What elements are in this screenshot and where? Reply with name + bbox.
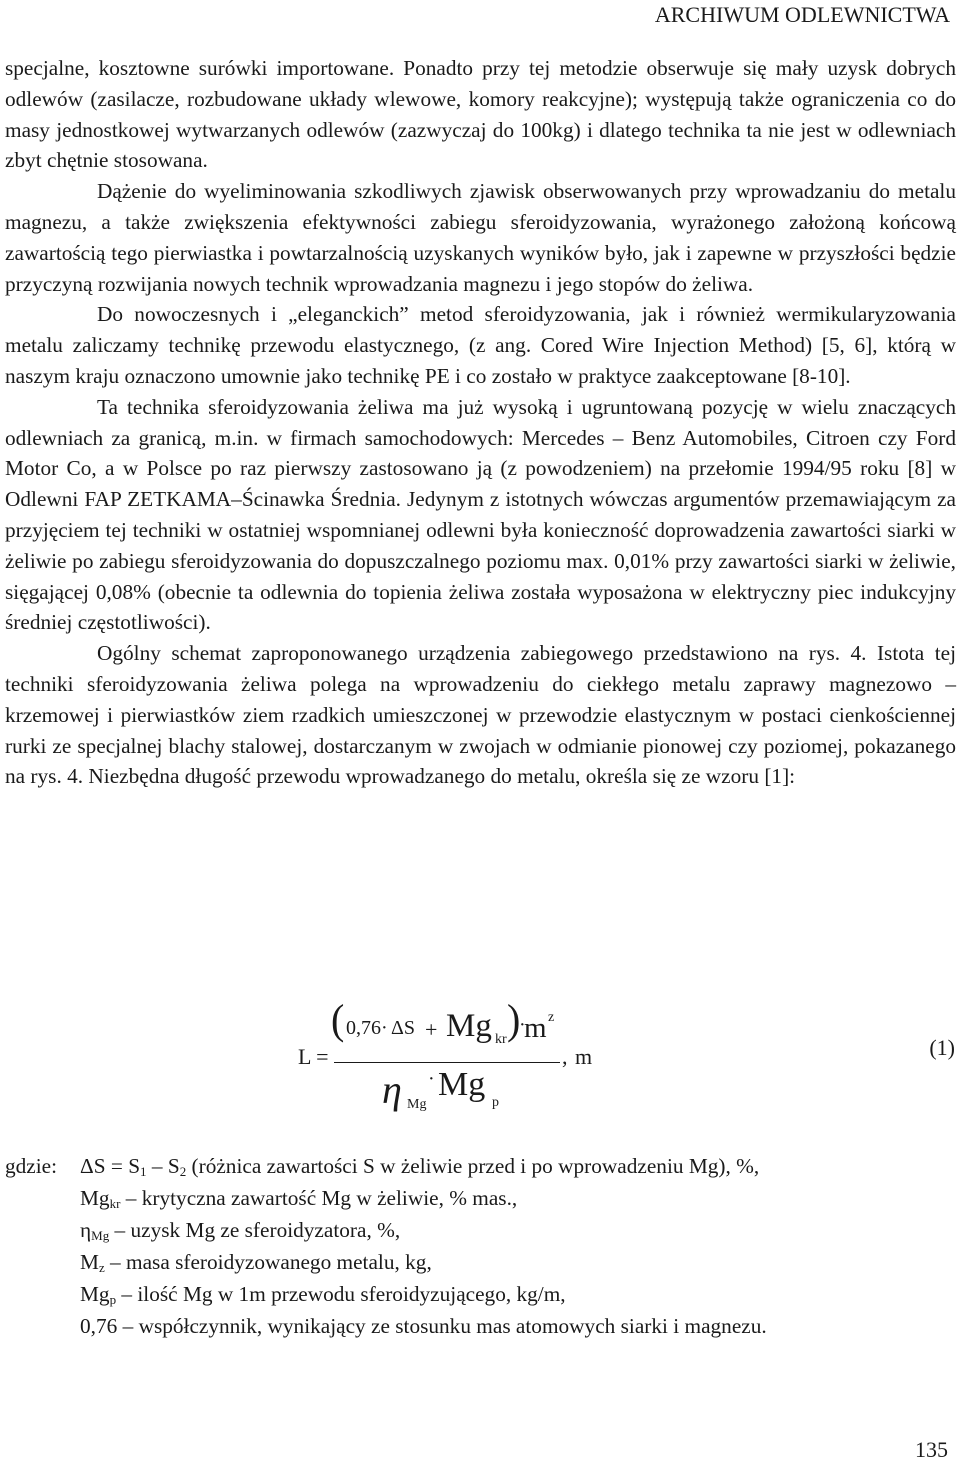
symbol: M <box>80 1250 99 1274</box>
equation-sub-p: p <box>492 1095 499 1110</box>
where-label: gdzie: <box>5 1154 58 1178</box>
symbol: Mg <box>80 1282 110 1306</box>
paragraph: specjalne, kosztowne surówki importowane. Ponadto przy tej metodzie obserwuje się mały uzysk dobrych odlewów (zasilacze, rozbudowane układy wlewowe, komory reakcyjne); występują także ograniczenia co do masy jednostkowej wytwarzanych odlewów (zazwyczaj do 100kg) i dlatego technika ta nie jest w odlewniach zbyt chętnie stosowana. <box>5 56 956 173</box>
equation-paren-open: ( <box>331 995 345 1044</box>
running-header: ARCHIWUM ODLEWNICTWA <box>654 2 950 27</box>
subscript: kr <box>109 1196 121 1211</box>
equation-comma: , <box>562 1044 568 1069</box>
definition-row <box>5 1182 960 1214</box>
equation-sub-z: z <box>548 1010 555 1025</box>
equation-mg: Mg <box>446 1008 492 1044</box>
symbol-definitions <box>5 1150 960 1342</box>
equation-unit: m <box>575 1044 593 1069</box>
fraction-bar <box>334 1062 560 1063</box>
definition-row <box>5 1150 960 1182</box>
equation-plus: + <box>425 1017 438 1042</box>
definition-text: – uzysk Mg ze sferoidyzatora, %, <box>109 1218 401 1242</box>
equation-dot-denominator: · <box>428 1068 435 1090</box>
definition-text: – ilość Mg w 1m przewodu sferoidyzującego, kg/m, <box>116 1282 566 1306</box>
equation-paren-close: ) <box>507 995 521 1044</box>
page-number: 135 <box>915 1437 948 1462</box>
definition-row <box>5 1278 960 1310</box>
equation <box>0 995 960 1120</box>
symbol: Mg <box>80 1186 110 1210</box>
subscript: Mg <box>91 1228 110 1243</box>
subscript: 1 <box>140 1164 147 1179</box>
symbol: η <box>80 1218 92 1242</box>
equation-number: (1) <box>929 1035 955 1060</box>
definition <box>80 1310 767 1342</box>
equation-m: m <box>524 1012 547 1044</box>
equation-delta-s: ΔS <box>391 1017 415 1039</box>
subscript: p <box>109 1292 117 1307</box>
definition-row <box>5 1246 960 1278</box>
definition-text: – krytyczna zawartość Mg w żeliwie, % mas., <box>120 1186 518 1210</box>
equation-sub-kr: kr <box>495 1032 507 1047</box>
definition-row <box>5 1214 960 1246</box>
subscript: 2 <box>179 1164 187 1179</box>
definition-text: (różnica zawartości S w żeliwie przed i po wprowadzeniu Mg), %, <box>186 1154 760 1178</box>
equation-coefficient: 0,76· <box>346 1017 388 1039</box>
equation-sub-mg: Mg <box>407 1097 427 1112</box>
equation-mg-denominator: Mg <box>438 1066 486 1103</box>
definition-text: – masa sferoidyzowanego metalu, kg, <box>104 1250 432 1274</box>
symbol: 0,76 <box>80 1314 118 1338</box>
paragraph: Dążenie do wyeliminowania szkodliwych zjawisk obserwowanych przy wprowadzaniu do metalu magnezu, a także zwiększenia efektywności zabiegu sferoidyzowania, wyrażonego założoną końcową zawartością tego pierwiastka i powtarzalnością uzyskanych wyników było, jak i zapewne w przyszłości będzie przyczyną rozwijania nowych technik wprowadzania magnezu i jego stopów do żeliwa. <box>5 179 956 296</box>
equation-eta: η <box>382 1067 402 1112</box>
symbol: ΔS = S <box>80 1154 141 1178</box>
equation-dot: · <box>519 1014 526 1036</box>
symbol: – S <box>146 1154 180 1178</box>
body-text <box>5 53 956 792</box>
equation-lhs: L = <box>298 1044 329 1069</box>
paragraph: Ta technika sferoidyzowania żeliwa ma już wysoką i ugruntowaną pozycję w wielu znaczących odlewniach za granicą, m.in. w firmach samochodowych: Mercedes – Benz Automobiles, Citroen czy Ford Motor Co, a w Polsce po raz pierwszy zastosowano ją (z powodzeniem) na przełomie 1994/95 roku [8] w Odlewni FAP ZETKAMA–Ścinawka Średnia. Jedynym z istotnych wówczas argumentów przemawiającym za przyjęciem tej techniki w ostatniej wspomnianej odlewni była konieczność doprowadzenia zawartości siarki w żeliwie po zabiegu sferoidyzowania do dopuszczalnego poziomu max. 0,01% przy zawartości siarki w żeliwie, sięgającej 0,08% (obecnie ta odlewnia do topienia żeliwa została wyposażona w elektryczny piec indukcyjny średniej częstotliwości). <box>5 394 956 635</box>
subscript: z <box>98 1260 105 1275</box>
definition-text: – współczynnik, wynikający ze stosunku mas atomowych siarki i magnezu. <box>117 1314 767 1338</box>
definition-row <box>5 1310 960 1342</box>
paragraph: Do nowoczesnych i „eleganckich” metod sferoidyzowania, jak i również wermikularyzowania metalu zaliczamy technikę przewodu elastycznego, (z ang. Cored Wire Injection Method) [5, 6], którą w naszym kraju oznaczono umownie jako technikę PE i co zostało w praktyce zaakceptowane [8-10]. <box>5 302 956 388</box>
paragraph: Ogólny schemat zaproponowanego urządzenia zabiegowego przedstawiono na rys. 4. Istota tej techniki sferoidyzowania żeliwa polega na wprowadzeniu do ciekłego metalu zaprawy magnezowo – krzemowej i pierwiastków ziem rzadkich umieszczonej w przewodzie elastycznym w postaci cienkościennej rurki ze specjalnej blachy stalowej, dostarczanym w zwojach w odmianie pionowej czy poziomej, pokazanego na rys. 4. Niezbędna długość przewodu wprowadzanego do metalu, określa się ze wzoru [1]: <box>5 641 956 789</box>
